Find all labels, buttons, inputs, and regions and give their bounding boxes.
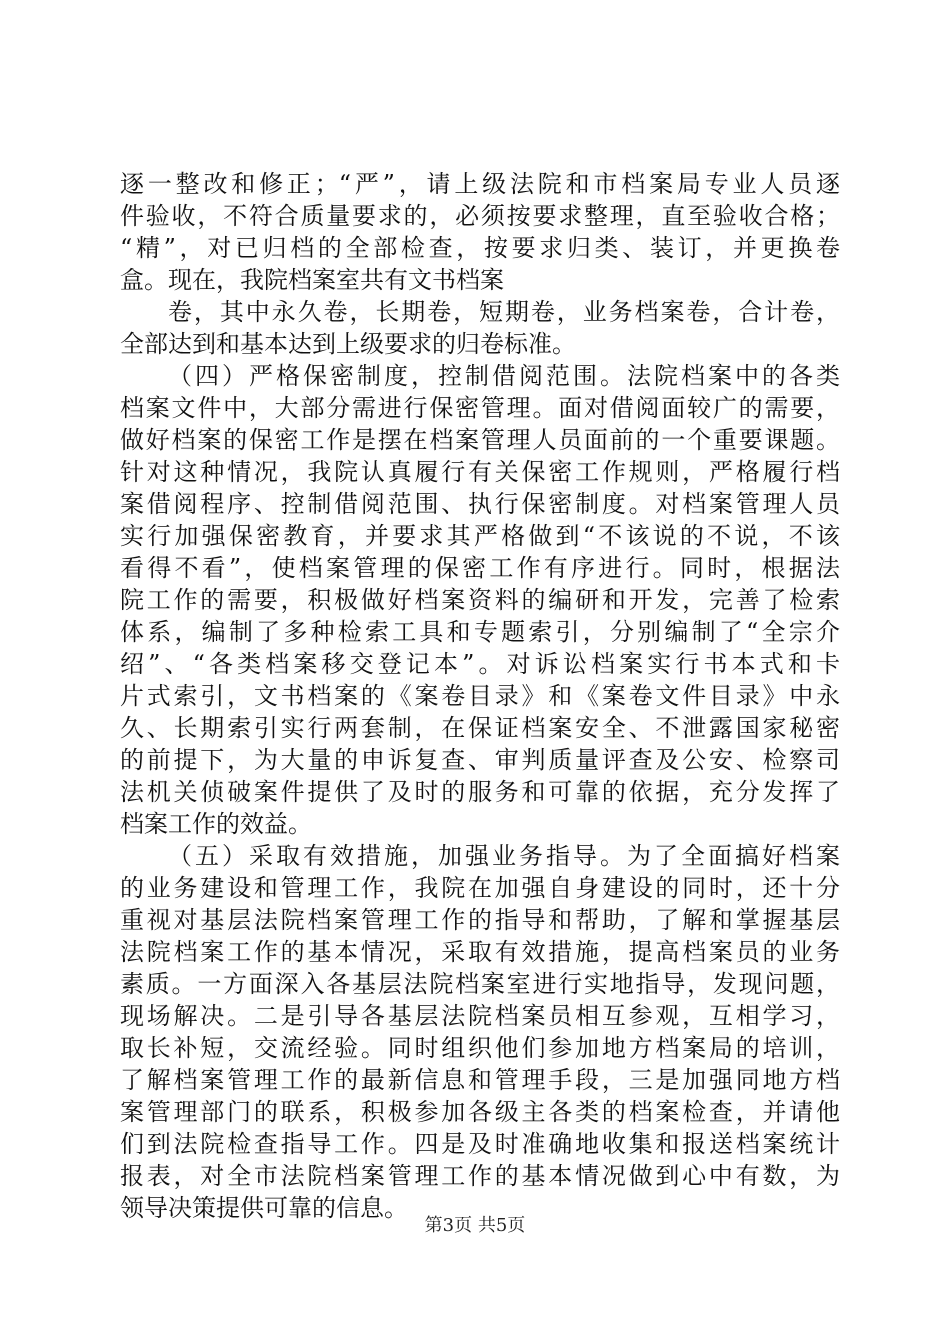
- text-line: “精”，对已归档的全部检查，按要求归类、装订，并更换卷: [120, 234, 840, 262]
- text-line: 法院档案工作的基本情况，采取有效措施，提高档案员的业务: [120, 938, 840, 966]
- text-line: 们到法院检查指导工作。四是及时准确地收集和报送档案统计: [120, 1130, 840, 1158]
- document-body: [120, 168, 840, 1224]
- text-line: 案管理部门的联系，积极参加各级主各类的档案检查，并请他: [120, 1098, 840, 1126]
- text-line: 片式索引，文书档案的《案卷目录》和《案卷文件目录》中永: [120, 682, 840, 710]
- text-line: 久、长期索引实行两套制，在保证档案安全、不泄露国家秘密: [120, 714, 840, 742]
- text-line: 重视对基层法院档案管理工作的指导和帮助，了解和掌握基层: [120, 906, 840, 934]
- text-line: 了解档案管理工作的最新信息和管理手段，三是加强同地方档: [120, 1066, 840, 1094]
- text-line: 取长补短，交流经验。同时组织他们参加地方档案局的培训，: [120, 1034, 840, 1062]
- text-line: 绍”、“各类档案移交登记本”。对诉讼档案实行书本式和卡: [120, 650, 840, 678]
- text-line: 实行加强保密教育，并要求其严格做到“不该说的不说，不该: [120, 522, 840, 550]
- text-line: 档案文件中，大部分需进行保密管理。面对借阅面较广的需要，: [120, 394, 840, 422]
- text-line: 案借阅程序、控制借阅范围、执行保密制度。对档案管理人员: [120, 490, 840, 518]
- text-line: 卷，其中永久卷，长期卷，短期卷，业务档案卷，合计卷，: [168, 298, 840, 326]
- text-line: 院工作的需要，积极做好档案资料的编研和开发，完善了检索: [120, 586, 840, 614]
- text-line: 全部达到和基本达到上级要求的归卷标准。: [120, 330, 576, 358]
- text-line: 看得不看”，使档案管理的保密工作有序进行。同时，根据法: [120, 554, 840, 582]
- text-line: 针对这种情况，我院认真履行有关保密工作规则，严格履行档: [120, 458, 840, 486]
- text-line: 件验收，不符合质量要求的，必须按要求整理，直至验收合格；: [120, 202, 840, 230]
- text-line: 素质。一方面深入各基层法院档案室进行实地指导，发现问题，: [120, 970, 840, 998]
- text-line: 档案工作的效益。: [120, 810, 312, 838]
- text-line: 报表，对全市法院档案管理工作的基本情况做到心中有数，为: [120, 1162, 840, 1190]
- page-number-footer: 第3页 共5页: [424, 1215, 526, 1236]
- text-line: 做好档案的保密工作是摆在档案管理人员面前的一个重要课题。: [120, 426, 840, 454]
- text-line: 的前提下，为大量的申诉复查、审判质量评查及公安、检察司: [120, 746, 840, 774]
- text-line: 领导决策提供可靠的信息。: [120, 1194, 408, 1222]
- text-line: 现场解决。二是引导各基层法院档案员相互参观，互相学习，: [120, 1002, 840, 1030]
- text-line: 法机关侦破案件提供了及时的服务和可靠的依据，充分发挥了: [120, 778, 840, 806]
- text-line: 逐一整改和修正；“严”，请上级法院和市档案局专业人员逐: [120, 170, 840, 198]
- text-line: 体系，编制了多种检索工具和专题索引，分别编制了“全宗介: [120, 618, 840, 646]
- text-line: （四）严格保密制度，控制借阅范围。法院档案中的各类: [168, 362, 840, 390]
- text-line: （五）采取有效措施，加强业务指导。为了全面搞好档案: [168, 842, 840, 870]
- text-line: 盒。现在，我院档案室共有文书档案: [120, 266, 504, 294]
- text-line: 的业务建设和管理工作，我院在加强自身建设的同时，还十分: [120, 874, 840, 902]
